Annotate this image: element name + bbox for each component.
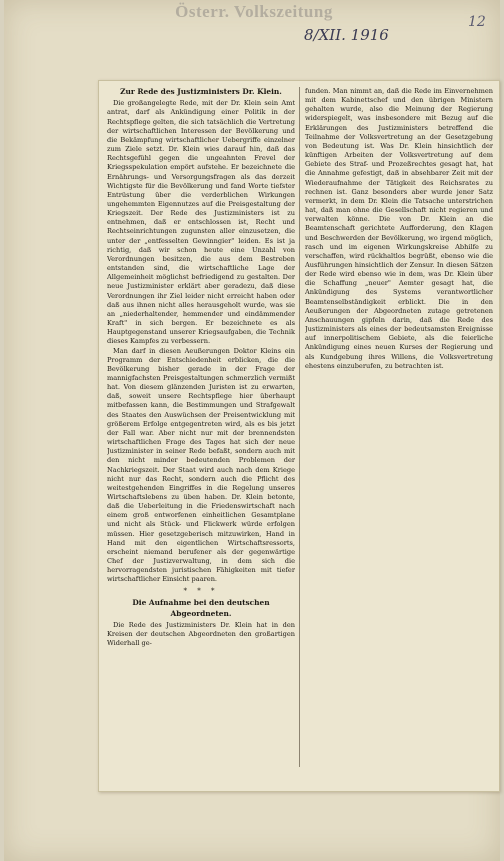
article-paragraph: funden. Man nimmt an, daß die Rede im Einvernehmen mit dem Kabinettschef und den übrigen Ministern gehalten wurde, also die Meinung der Regierung widerspiegelt, was insbesondere mit Bezug auf die Erklärungen des Justizministers betreffend die Teilnahme der Volksvertretung an der Gesetzgebung von Bedeutung ist. Was Dr. Klein hinsichtlich der künftigen Arbeiten der Volksvertretung auf dem Gebiete des Straf- und Prozeßrechtes gesagt hat, hat die Annahme gefestigt, daß in absehbarer Zeit mit der Wiederaufnahme der Tätigkeit des Reichsrates zu rechnen ist. Ganz besonders aber wurde jener Satz vermerkt, in dem Dr. Klein die Tatsache unterstrichen hat, daß man ohne die Gesellschaft nicht regieren und verwalten könne. Die von Dr. Klein an die Beamtenschaft gerichtete Aufforderung, den Klagen und Beschwerden der Bevölkerung, wo irgend möglich, rasch und im eigenen Wirkungskreise Abhilfe zu verschaffen, wird rückhaltlos begrüßt, ebenso wie die Ausführungen hinsichtlich der Zensur. In diesen Sätzen der Rede wird ebenso wie in dem, was Dr. Klein über die Schaffung „neuer" Aemter gesagt hat, die Ankündigung des Systems verantwortlicher Beamtenselbständigkeit erblickt. Die in den Aeußerungen der Abgeordneten zutage getretenen Anschauungen gipfeln darin, daß die Rede des Justizministers als eines der bedeutsamsten Ereignisse auf innerpolitischem Gebiete, als die feierliche Ankündigung eines neuen Kurses der Regierung und als Kundgebung ihres Willens, die Volksvertretung ehestens einzuberufen, zu betrachten ist. <box>305 87 493 370</box>
article-paragraph: Die großangelegte Rede, mit der Dr. Klein sein Amt antrat, darf als Ankündigung einer Politik in der Rechtspflege gelten, die sich tatsächlich die Vertretung der wirtschaftlichen Interessen der Bevölkerung und die Bekämpfung wirtschaftlicher Uebergriffe einzelner zum Ziele setzt. Dr. Klein wies darauf hin, daß das Rechtsgefühl gegen die ungeahnten Frevel der Kriegsspekulation empört aufstehe. Er bezeichnete die Ernährungs- und Versorgungsfragen als das derzeit Wichtigste für die Bevölkerung und fand Worte tiefster Entrüstung über die verderblichen Wirkungen ungehemmten Eigennutzes auf die Preisgestaltung der Kriegszeit. Der Rede des Justizministers ist zu entnehmen, daß er entschlossen ist, Recht und Rechtseinrichtungen zugunsten aller einzusetzen, die unter der „entfesselten Gewinngier" leiden. Es ist ja richtig, daß wir schon heute eine Unzahl von Verordnungen besitzen, die aus dem Bestreben entstanden sind, die wirtschaftliche Lage der Allgemeinheit möglichst befriedigend zu gestalten. Der neue Justizminister erklärt aber geradezu, daß diese Verordnungen ihr Ziel leider nicht erreicht haben oder daß aus ihnen nicht alles herausgeholt wurde, was sie an „niederhaltender, hemmender und eindämmender Kraft" in sich bergen. Er bezeichnete es als Hauptgegenstand unserer Kriegsaufgaben, die Technik dieses Kampfes zu verbessern. <box>107 99 295 346</box>
archive-number: 12 <box>468 14 486 30</box>
article-subheadline: Die Aufnahme bei den deutschen Abgeordneten. <box>132 598 270 618</box>
article-column-right <box>305 87 493 447</box>
newspaper-clipping <box>98 80 500 792</box>
column-divider <box>299 87 300 767</box>
handwritten-date: 8/XII. 1916 <box>304 26 389 44</box>
article-column-left <box>107 87 295 769</box>
article-headline: Zur Rede des Justizministers Dr. Klein. <box>120 87 282 96</box>
article-paragraph: Die Rede des Justizministers Dr. Klein hat in den Kreisen der deutschen Abgeordneten den großartigen Widerhall ge- <box>107 620 295 648</box>
archive-sheet <box>4 0 500 861</box>
newspaper-masthead: Österr. Volkszeitung <box>175 2 333 21</box>
section-separator: * * * <box>183 586 219 595</box>
article-paragraph: Man darf in diesen Aeußerungen Doktor Kleins ein Programm der Entschiedenheit erblicken, die die Bevölkerung bisher gerade in der Frage der mannigfachsten Preisgestaltungen schmerzlich vermißt hat. Von diesem glänzenden Juristen ist zu erwarten, daß, soweit unsere Rechtspflege hier überhaupt mitbefassen kann, die Bestimmungen und Strafgewalt des Staates den Auswüchsen der Preisentwicklung mit größerem Erfolge entgegentreten wird, als es bis jetzt der Fall war. Aber nicht nur mit der brennendsten wirtschaftlichen Frage des Tages hat sich der neue Justizminister in seiner Rede befaßt, sondern auch mit den nicht minder bedeutenden Problemen der Nachkriegszeit. Der Staat wird auch nach dem Kriege nicht nur das Recht, sondern auch die Pflicht des weitestgehenden Eingriffes in die Regelung unseres Wirtschaftslebens zu üben haben. Dr. Klein betonte, daß die Ueberleitung in die Friedenswirtschaft nach einem groß entworfenen einheitlichen Gesamtplane und nicht als Stück- und Flickwerk würde erfolgen müssen. Hier gesetzgeberisch mitzuwirken, Hand in Hand mit den eigentlichen Wirtschaftsressorts, erscheint niemand berufener als der gegenwärtige Chef der Justizverwaltung, in dem sich die hervorragendsten juristischen Fähigkeiten mit tiefer wirtschaftlicher Einsicht paaren. <box>107 346 295 584</box>
